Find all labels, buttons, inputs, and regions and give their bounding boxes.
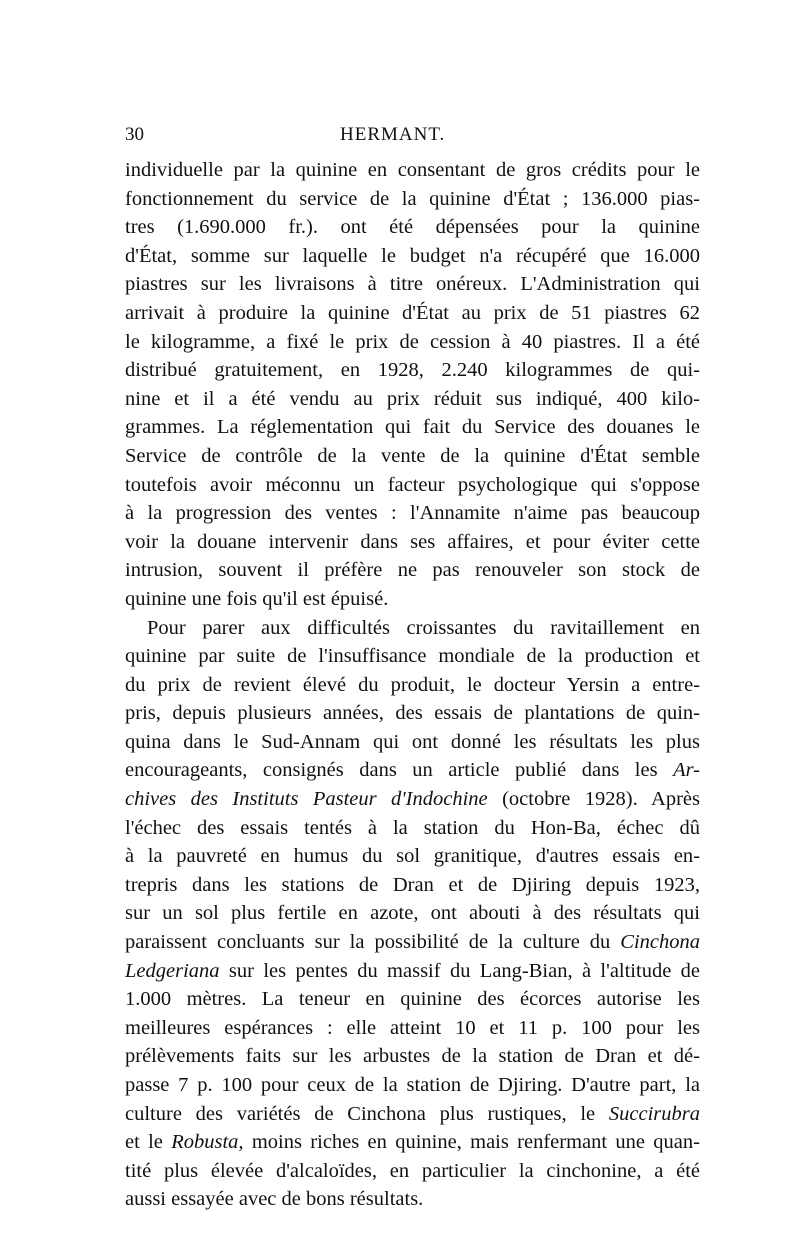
text-line: voir la douane intervenir dans ses affaires, et pour éviter cette: [125, 530, 700, 553]
text-line: sur un sol plus fertile en azote, ont abouti à des résultats qui: [125, 902, 700, 925]
text-line: meilleures espérances : elle atteint 10 et 11 p. 100 pour les: [125, 1016, 700, 1039]
line-text: paraissent concluants sur la possibilité de la culture du: [125, 931, 611, 954]
text-line: trepris dans les stations de Dran et de Djiring depuis 1923,: [125, 873, 700, 896]
text-line-with-italic: [125, 1128, 700, 1157]
text-line: passe 7 p. 100 pour ceux de la station de Djiring. D'autre part, la: [125, 1074, 700, 1096]
text-line: nine et il a été vendu au prix réduit sus indiqué, 400 kilo-: [125, 387, 700, 410]
text-line: toutefois avoir méconnu un facteur psychologique qui s'oppose: [125, 473, 700, 496]
text-line: aussi essayée avec de bons résultats.: [125, 1188, 424, 1211]
line-text: sur les pentes du massif du Lang-Bian, à l'altitude de: [228, 959, 700, 982]
text-line-with-italic: [125, 785, 700, 814]
text-line-with-italic: [125, 756, 700, 785]
text-line: d'État, somme sur laquelle le budget n'a récupéré que 16.000: [125, 244, 700, 267]
line-text: moins riches en quinine, mais renfermant une quan-: [251, 1131, 700, 1154]
line-text: culture des variétés de Cinchona plus rustiques, le: [125, 1102, 596, 1125]
text-line: à la progression des ventes : l'Annamite n'aime pas beaucoup: [125, 502, 700, 525]
text-line: tres (1.690.000 fr.). ont été dépensées pour la quinine: [125, 216, 700, 239]
italic-text: Succirubra: [608, 1102, 700, 1125]
text-line: quinine par suite de l'insuffisance mondiale de la production et: [125, 645, 700, 668]
text-line: l'échec des essais tentés à la station du Hon-Ba, échec dû: [125, 816, 700, 839]
line-text: et le: [125, 1131, 163, 1154]
text-line: pris, depuis plusieurs années, des essais de plantations de quin-: [125, 702, 700, 725]
paragraph-2: [125, 614, 700, 1214]
text-line-with-italic: [125, 1100, 700, 1129]
text-line: intrusion, souvent il préfère ne pas renouveler son stock de: [125, 559, 700, 582]
text-line: fonctionnement du service de la quinine d'État ; 136.000 pias-: [125, 187, 700, 210]
text-line: arrivait à produire la quinine d'État au prix de 51 piastres 62: [125, 301, 700, 324]
text-line: tité plus élevée d'alcaloïdes, en particulier la cinchonine, a été: [125, 1159, 700, 1182]
page-number: 30: [125, 124, 144, 145]
line-text: (octobre 1928). Après: [502, 788, 700, 811]
text-line-with-italic: [125, 928, 700, 957]
text-line: piastres sur les livraisons à titre onéreux. L'Administration qui: [125, 273, 700, 296]
italic-text: Robusta,: [171, 1131, 244, 1154]
text-line: à la pauvreté en humus du sol granitique, d'autres essais en-: [125, 845, 700, 868]
text-line: le kilogramme, a fixé le prix de cession à 40 piastres. Il a été: [125, 330, 700, 353]
text-line: distribué gratuitement, en 1928, 2.240 kilogrammes de qui-: [125, 359, 700, 382]
text-line: 1.000 mètres. La teneur en quinine des écorces autorise les: [125, 988, 700, 1011]
line-text: encourageants, consignés dans un article publié dans les: [125, 759, 658, 782]
text-line-with-italic: [125, 957, 700, 986]
text-line: quinine une fois qu'il est épuisé.: [125, 587, 389, 610]
italic-text: Ar-: [673, 759, 700, 782]
text-line: prélèvements faits sur les arbustes de la station de Dran et dé-: [125, 1045, 700, 1068]
text-line: quina dans le Sud-Annam qui ont donné les résultats les plus: [125, 730, 700, 753]
running-head: [125, 124, 700, 148]
paragraph-1: [125, 156, 700, 614]
text-line: individuelle par la quinine en consentant de gros crédits pour le: [125, 159, 700, 181]
text-line: Service de contrôle de la vente de la quinine d'État semble: [125, 444, 700, 467]
body-text: [125, 156, 700, 1214]
text-line: Pour parer aux difficultés croissantes du ravitaillement en: [147, 616, 700, 639]
italic-text: Cinchona: [620, 931, 700, 954]
italic-text: Ledgeriana: [125, 959, 220, 982]
italic-text: chives des Instituts Pasteur d'Indochine: [125, 788, 488, 811]
text-line: grammes. La réglementation qui fait du Service des douanes le: [125, 416, 700, 439]
text-line: du prix de revient élevé du produit, le docteur Yersin a entre-: [125, 673, 700, 696]
running-title: HERMANT.: [340, 124, 446, 145]
